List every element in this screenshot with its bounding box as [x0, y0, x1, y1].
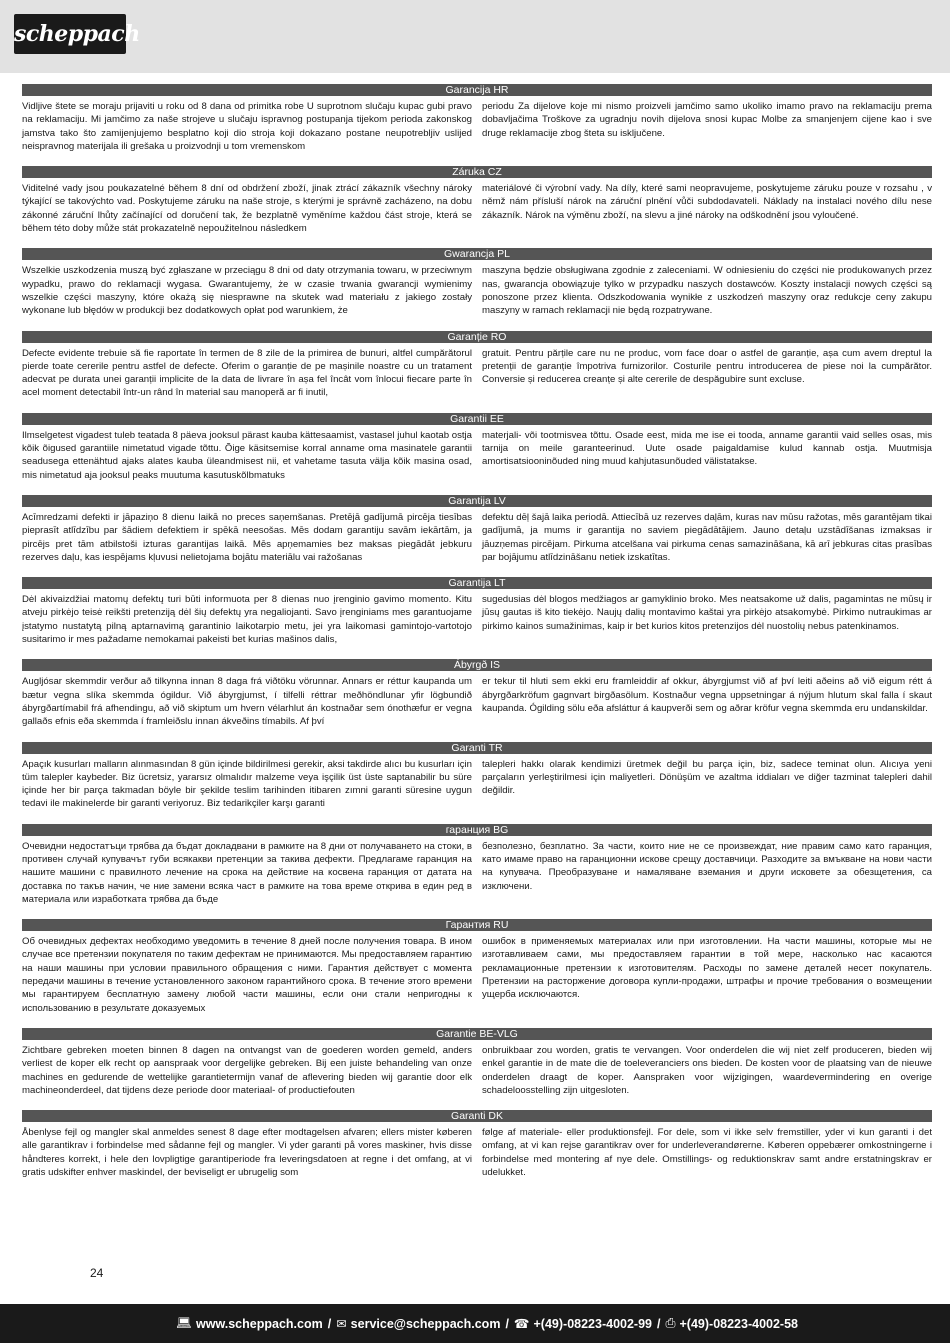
section-text-right: er tekur til hluti sem ekki eru framleiddir af okkur, ábyrgjumst við af því leiti aðeins að við eigum rétt á ábyrgðarkröfum gagnvart birgðasölum. Kostnaður vegna uppsetningar á nýjum hlutum skal falla í skaut kaupanda. Ógilding sölu eða afsláttur á kaupverði sem og aðrar kröfur vegna skemmda eru undanskildar. [482, 676, 932, 714]
section-body [22, 429, 932, 482]
fax-number: +(49)-08223-4002-58 [679, 1316, 798, 1331]
section-title: Gwarancja PL [22, 248, 932, 260]
section-body [22, 1044, 932, 1097]
warranty-section [22, 919, 932, 1015]
warranty-section [22, 1110, 932, 1179]
section-text-right: gratuit. Pentru părțile care nu ne produc, vom face doar o astfel de garanție, așa cum avem dreptul la pretenții de garanție împotriva furnizorilor. Costurile pentru introducerea de piese noi la cumpărător. Conversie și reducerea creanțe și alte cererile de despăgubire sunt excluse. [482, 347, 932, 386]
section-text-right: materjali- või tootmisvea tõttu. Osade eest, mida me ise ei tooda, anname garantii vaid selles osas, mis tarnija on meile garanteerinud. Uute osade paigaldamise kulud kannab ostja. Muutmisja amortisatsiooninõuded ning muud kahjutasunõuded välistatakse. [482, 429, 932, 468]
section-title: Záruka CZ [22, 166, 932, 178]
section-text-left: Viditelné vady jsou poukazatelné během 8 dní od obdržení zboží, jinak ztrácí zákazník všechny nároky týkající se takovýchto vad. Poskytujeme záruku na naše stroje, s kterými je správně zacházeno, na dobu zákonné záruční lhůty začínající od doručení tak, že bezplatně vyměníme každou část stroje, která se během této doby může stát prokazatelně nepoužitelnou následkem [22, 183, 472, 235]
warranty-section [22, 166, 932, 235]
separator: / [327, 1316, 332, 1331]
section-text-left: Defecte evidente trebuie să fie raportate în termen de 8 zile de la primirea de bunuri, altfel cumpărătorul pierde toate cererile pentru astfel de defecte. Oferim o garanție de pe mașinile noastre cu un tratament adecvat pe durata unei garanții implicite de la data de livrare în așa fel încât vom înlocui fiecare parte în acel moment detectabil într-un rând în material sau manoperă ar fi inutil, [22, 347, 472, 399]
section-text-right: maszyna będzie obsługiwana zgodnie z zaleceniami. W odniesieniu do części nie produkowanych przez nas, gwarancja obowiązuje tylko w przypadku naszych dostawców. Koszty instalacji nowych części są ponoszone przez klienta. Odszkodowania wynikłe z uszkodzeń maszyny oraz redukcje ceny zakupu maszyny w ramach reklamacji nie będą rozpatrywane. [482, 265, 932, 317]
section-text-left: Acīmredzami defekti ir jāpaziņo 8 dienu laikā no preces saņemšanas. Pretējā gadījumā pircēja tiesības pieprasīt atlīdzību par šādiem defektiem ir spēkā neesošas. Mēs dodam garantiju savām iekārtām, ja pircējs pret tām atbilstoši izturas garantijas laikā. Mēs apņemamies bez maksas piegādāt jebkuru rezerves daļu, kas iespējams kļuvusi nelietojama bojātu materiālu vai ražošanas [22, 511, 472, 563]
section-body [22, 511, 932, 564]
warranty-section [22, 413, 932, 482]
separator: / [505, 1316, 509, 1331]
section-text-left: Об очевидных дефектах необходимо уведомить в течение 8 дней после получения товара. В ином случае все претензии покупателя по таким дефектам не принимаются. Мы предоставляем гарантию на наши машины при условии правильного обращения с ними. Гарантия действует с момента передачи машины в течение установленного законом гарантийного срока. В течение этого времени мы гарантируем бесплатную замену любой части машины, если они стали непригодны к использованию в результате доказуемых [22, 936, 473, 1014]
section-title: Garantii EE [22, 413, 932, 425]
scheppach-logo[interactable] [14, 14, 140, 54]
section-body [22, 1126, 932, 1179]
section-body [22, 758, 932, 811]
section-text-right: sugedusias dėl blogos medžiagos ar gamyklinio broko. Mes neatsakome už dalis, pagamintas ne mūsų ir jūsų gautas iš kito tiekėjo. Naujų dalių montavimo kaštai yra pirkėjo atsakomybė. Pirkimo nutraukimas ar pirkimo kainos sumažinimas, kaip ir bet kurios kitos pretenzijos dėl nuostolių nebus patenkinamos. [482, 594, 932, 632]
section-body [22, 347, 932, 400]
warranty-section [22, 742, 932, 811]
section-title: Garantija LT [22, 577, 932, 589]
section-title: Garantija LV [22, 495, 932, 507]
section-title: Garantie BE-VLG [22, 1028, 932, 1040]
section-text-left: Dėl akivaizdžiai matomų defektų turi būti informuota per 8 dienas nuo įrenginio gavimo momento. Kitu atveju pirkėjo teisė reikšti pretenziją dėl šių defektų yra negaliojanti. Savo įrenginiams mes garantuojame įstatymo nustatytą pilną aptarnavimą garantinio laikotarpio metu, jei yra laikomasi gamintojo-vartotojo susitarimo ir mes pažadame nemokamai pakeisti bet kurias mašinos dalis, [22, 594, 472, 646]
section-text-left: Augljósar skemmdir verður að tilkynna innan 8 daga frá viðtöku vörunnar. Annars er réttur kaupanda um bætur vegna slíka skemmda ógildur. Við ábyrgjumst, í tilfelli réttrar meðhöndlunar yfir lögbundið ábyrgðartímabil frá afhendingu, að við skiptum um hvern vélarhlut án kostnaðar sem ónothæfur er vegna gallaðs efnis eða skemmda í framleiðslu innan ákveðins tímabils. Af því [22, 676, 472, 728]
phone-number[interactable]: +(49)-08223-4002-99 [533, 1316, 652, 1331]
section-title: Garanție RO [22, 331, 932, 343]
section-text-right: onbruikbaar zou worden, gratis te vervangen. Voor onderdelen die wij niet zelf produceren, bieden wij enkel garantie in de mate die de toeleveranciers ons bieden. De kosten voor de plaatsing van de nieuwe onderdelen draagt de koper. Aanspraken voor wijzigingen, waardevermindering en overige schadeloosstelling zijn uitgesloten. [482, 1044, 932, 1096]
section-body [22, 935, 932, 1015]
warranty-section [22, 1028, 932, 1097]
envelope-icon: ✉︎ [336, 1317, 347, 1331]
contact-footer [0, 1304, 950, 1343]
section-text-right: defektu dēļ šajā laika periodā. Attiecībā uz rezerves daļām, kuras nav mūsu ražotas, mēs garantējam tikai gadījumā, ja mums ir garantija no saviem piegādātājiem. Jauno detaļu uzstādīšanas izmaksas ir jāuzņemas pircējam. Pirkuma atcelšana vai pirkuma cenas samazināšana, kā arī jebkuras citas prasības par bojājumu atlīdzināšanu netiek izskatītas. [482, 511, 932, 563]
section-text-right: følge af materiale- eller produktionsfejl. For dele, som vi ikke selv fremstiller, yder vi kun garanti i det omfang, at vi kan rejse garantikrav over for underleverandørerne. Køberen oppebærer omkostningerne i forbindelse med montering af nye dele. Omstillings- og reduktionskrav samt andre erstatningskrav er udelukket. [482, 1127, 932, 1179]
section-body [22, 100, 932, 153]
warranty-section [22, 659, 932, 728]
telephone-icon: ☎︎ [513, 1317, 530, 1331]
page-number: 24 [90, 1266, 104, 1280]
section-body [22, 840, 932, 906]
section-text-left: Vidljive štete se moraju prijaviti u roku od 8 dana od primitka robe U suprotnom slučaju kupac gubi pravo na reklamaciju. Mi jamčimo za naše strojeve u slučaju ispravnog postupanja tijekom perioda zakonskog jamstva tako što zamijenjujemo besplatno koji dio stroja koji dokazano postane neupotrebljiv uslijed neispravnog materijala ili grešaka u proizvodnji u tom vremenskom [22, 101, 472, 152]
section-text-right: materiálové či výrobní vady. Na díly, které sami neopravujeme, poskytujeme záruku pouze v rozsahu , v němž nám přísluší nárok na záruční plnění vůči subdodavateli. Náklady na instalaci nového dílu nese zákazník. Nárok na výměnu zboží, na slevu a jiné nároky na odškodnění jsou vyloučené. [482, 183, 932, 221]
warranty-section [22, 331, 932, 400]
section-title: Garancija HR [22, 84, 932, 96]
section-title: Ábyrgð IS [22, 659, 932, 671]
warranty-section [22, 248, 932, 317]
section-body [22, 264, 932, 317]
section-body [22, 182, 932, 235]
warranty-sections [22, 84, 932, 1192]
header-bar [0, 0, 950, 73]
warranty-section [22, 824, 932, 906]
section-text-left: Wszelkie uszkodzenia muszą być zgłaszane w przeciągu 8 dni od daty otrzymania towaru, w przeciwnym wypadku, prawo do reklamacji wygasa. Gwarantujemy, że w czasie trwania gwarancji wymienimy wszelkie części maszyny, które okażą się niesprawne na skutek wad materiału z jakiego zostały wykonane lub błędów w produkcji bez dodatkowych opłat pod warunkiem, że [22, 265, 472, 317]
section-text-left: Очевидни недостатъци трябва да бъдат докладвани в рамките на 8 дни от получаването на стоки, в противен случай купувачът губи всякакви претенции за такива дефекти. Предлагаме гаранция на нашите машини с правилното лечение на срока на действие на косвена гаранция от датата на доставка по такъв начин, че ние замени всяка част в рамките на това време открива в един ред в материала или изработката трябва да бъде [22, 840, 472, 905]
section-text-right: ошибок в применяемых материалах или при изготовлении. На части машины, которые мы не изготавливаем сами, мы предоставляем гарантии в той мере, насколько нас касаются рекламационные претензии к изготовителям. Расходы по замене деталей несет покупатель. Претензии на расторжение договора купли-продажи, штрафы и прочие требования о возмещении ущерба исключаются. [482, 936, 932, 1001]
fax-icon: ⎙︎ [665, 1316, 676, 1330]
section-text-left: Ilmselgetest vigadest tuleb teatada 8 päeva jooksul pärast kauba kättesaamist, vastasel juhul kaotab ostja kõik õigused garantiile nimetatud vigade tõttu. Õige käsitsemise korral anname oma masinatele garantii seadusega ettenähtud ajaks alates kauba üleandmisest nii, et vahetame tasuta välja kõik masina osad, mis nimetatud aja jooksul peaks muutuma kasutuskõlbmatuks [22, 429, 472, 481]
section-body [22, 675, 932, 728]
section-text-left: Apaçık kusurları malların alınmasından 8 gün içinde bildirilmesi gerekir, aksi takdirde alıcı bu kusurları için tüm talepler kaybeder. Biz ücretsiz, yararsız olmalıdır malzeme veya işçilik üst üste saptanabilir bu süre içinde her bir parça takmadan böyle bir şekilde teslim tarihinden itibaren zımni garanti süresine uygun tedavi ile makinelerde bir garanti veriyoruz. Biz tedarikçiler karşı garanti [22, 758, 472, 810]
section-title: гаранция BG [22, 824, 932, 836]
section-title: Garanti DK [22, 1110, 932, 1122]
section-body [22, 593, 932, 646]
section-text-right: talepleri hakkı olarak kendimizi üretmek değil bu parça için, biz, sadece teminat olun. Alıcıya yeni parçaların yerleştirilmesi için maliyetleri. Dönüşüm ve azaltma iddiaları ve diğer tazminat talepleri dahil değildir. [482, 758, 932, 797]
section-text-left: Åbenlyse fejl og mangler skal anmeldes senest 8 dage efter modtagelsen afvaren; ellers mister køberen alle garantikrav i forbindelse med sådanne fejl og mangler. Vi yder garanti på vores maskiner, hvis disse håndteres korrekt, i hele den lovpligtige garantiperiode fra leveringsdatoen at regne i det omfang, at vi gratis udskifter enhver maskindel, der beviseligt er ubrugelig som [22, 1127, 472, 1179]
warranty-section [22, 577, 932, 646]
warranty-section [22, 84, 932, 153]
separator: / [657, 1316, 661, 1331]
section-text-right: безполезно, безплатно. За части, които ние не се произвеждат, ние правим само като гаранция, като имаме право на гаранционни искове срещу доставчици. Разходите за вмъкване на нови части на купувача. Преобразуване и намаляване вземания и други исковете за обезщетения, са изключени. [482, 840, 932, 892]
website-link[interactable]: www.scheppach.com [196, 1316, 323, 1331]
section-title: Garanti TR [22, 742, 932, 754]
section-title: Гарантия RU [22, 919, 932, 931]
email-link[interactable]: service@scheppach.com [350, 1316, 501, 1331]
computer-icon: 💻︎ [176, 1316, 193, 1330]
warranty-section [22, 495, 932, 564]
section-text-left: Zichtbare gebreken moeten binnen 8 dagen na ontvangst van de goederen worden gemeld, anders verliest de koper elk recht op aanspraak voor dergelijke gebreken. Bij een juiste behandeling van onze machines en gedurende de wettelijke garantietermijn vanaf de aflevering bieden wij garantie door elk machineonderdeel, dat tijdens deze periode door materiaal- of productiefouten [22, 1044, 472, 1096]
section-text-right: periodu Za dijelove koje mi nismo proizveli jamčimo samo ukoliko imamo pravo na reklamaciju prema dobavljačima Troškove za ugradnju novih dijelova snosi kupac Molbe za smanjenjem cijene kao i sve druge reklamacije zbog šteta su isključene. [482, 101, 932, 139]
logo-text: scheppach [14, 21, 140, 47]
